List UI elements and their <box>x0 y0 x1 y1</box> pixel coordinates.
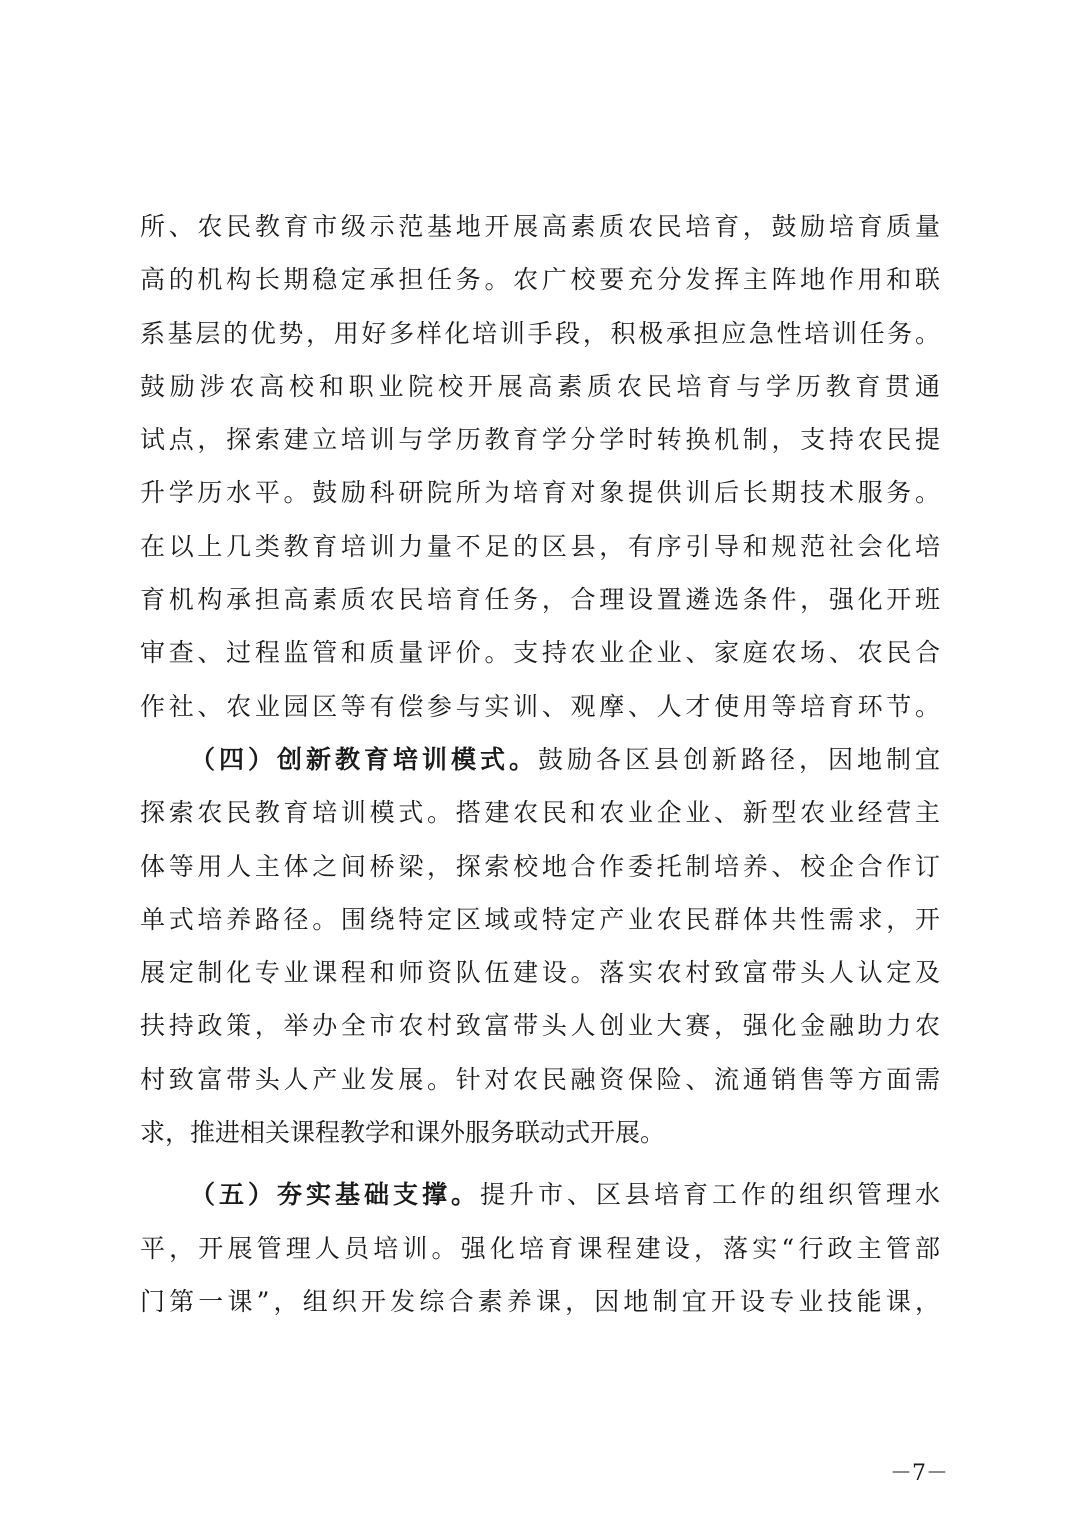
paragraph-line: 高的机构长期稳定承担任务。农广校要充分发挥主阵地作用和联 <box>140 265 940 295</box>
paragraph-line: 所、农民教育市级示范基地开展高素质农民培育，鼓励培育质量 <box>140 212 940 241</box>
section-4-heading: （四）创新教育培训模式。 <box>190 744 538 774</box>
paragraph-line: 在以上几类教育培训力量不足的区县，有序引导和规范社会化培 <box>140 531 940 561</box>
paragraph-line: 求，推进相关课程教学和课外服务联动式开展。 <box>140 1118 666 1148</box>
paragraph-line: 体等用人主体之间桥梁，探索校地合作委托制培养、校企合作订 <box>140 851 940 881</box>
section-5-lead-text: 提升市、区县培育工作的组织管理水 <box>480 1180 940 1210</box>
paragraph-line: 单式培养路径。围绕特定区域或特定产业农民群体共性需求，开 <box>140 904 940 934</box>
paragraph-line: 鼓励涉农高校和职业院校开展高素质农民培育与学历教育贯通 <box>140 371 940 401</box>
paragraph-line: 平，开展管理人员培训。强化培育课程建设，落实“行政主管部 <box>140 1233 940 1263</box>
page-number: －7－ <box>890 1461 948 1486</box>
paragraph-line: 探索农民教育培训模式。搭建农民和农业企业、新型农业经营主 <box>140 798 940 828</box>
paragraph-line: 升学历水平。鼓励科研院所为培育对象提供训后长期技术服务。 <box>140 478 940 508</box>
paragraph-line: 作社、农业园区等有偿参与实训、观摩、人才使用等培育环节。 <box>140 691 940 721</box>
section-4-lead-text: 鼓励各区县创新路径，因地制宜 <box>538 744 940 774</box>
section-5-first-line <box>140 1168 940 1221</box>
paragraph-1 <box>140 200 940 733</box>
paragraph-line: 育机构承担高素质农民培育任务，合理设置遴选条件，强化开班 <box>140 585 940 615</box>
section-5-heading: （五）夯实基础支撑。 <box>190 1180 480 1210</box>
paragraph-line: 审查、过程监管和质量评价。支持农业企业、家庭农场、农民合 <box>140 638 940 668</box>
section-4-first-line <box>140 733 940 786</box>
paragraph-line: 试点，探索建立培训与学历教育学分学时转换机制，支持农民提 <box>140 425 940 455</box>
paragraph-gap <box>140 1159 940 1168</box>
section-5 <box>140 1168 940 1328</box>
paragraph-line: 系基层的优势，用好多样化培训手段，积极承担应急性培训任务。 <box>140 318 940 348</box>
paragraph-line: 村致富带头人产业发展。针对农民融资保险、流通销售等方面需 <box>140 1064 940 1094</box>
body-text <box>140 200 940 1328</box>
section-4 <box>140 733 940 1159</box>
paragraph-line: 展定制化专业课程和师资队伍建设。落实农村致富带头人认定及 <box>140 958 940 988</box>
paragraph-line: 扶持政策，举办全市农村致富带头人创业大赛，强化金融助力农 <box>140 1011 940 1041</box>
paragraph-line: 门第一课”，组织开发综合素养课，因地制宜开设专业技能课， <box>140 1286 940 1316</box>
